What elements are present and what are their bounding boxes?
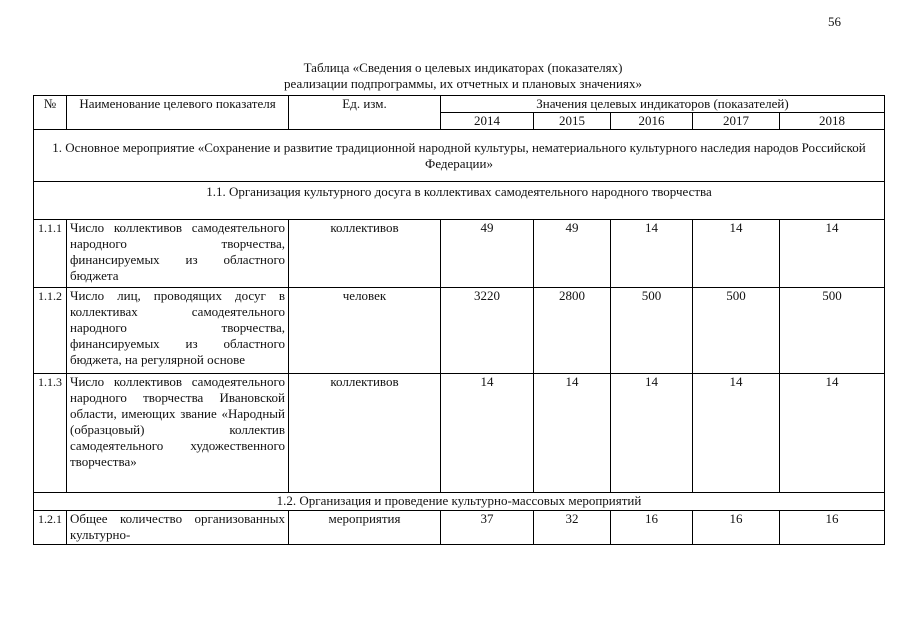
row-name: Общее количество организованных культурно-	[67, 511, 289, 545]
header-num: №	[34, 96, 67, 130]
row-name: Число коллективов самодеятельного народного творчества, финансируемых из областного бюджета	[67, 220, 289, 288]
section-1-title: 1. Основное мероприятие «Сохранение и развитие традиционной народной культуры, нематериального культурного наследия народов Российской Федерации»	[34, 130, 885, 182]
row-value: 500	[780, 288, 885, 374]
page-number: 56	[828, 14, 841, 29]
row-value: 14	[693, 374, 780, 493]
row-num: 1.1.2	[34, 288, 67, 374]
header-row	[34, 96, 885, 113]
indicators-table	[33, 95, 885, 545]
row-value: 14	[780, 220, 885, 288]
header-unit: Ед. изм.	[289, 96, 441, 130]
header-values: Значения целевых индикаторов (показателей)	[441, 96, 885, 113]
row-value: 16	[693, 511, 780, 545]
subsection-1-2-title: 1.2. Организация и проведение культурно-массовых мероприятий	[34, 493, 885, 511]
row-value: 37	[441, 511, 534, 545]
row-value: 32	[534, 511, 611, 545]
row-num: 1.2.1	[34, 511, 67, 545]
row-name: Число коллективов самодеятельного народного творчества Ивановской области, имеющих звание «Народный (образцовый) коллектив самодеятельного художественного творчества»	[67, 374, 289, 493]
header-year: 2018	[780, 113, 885, 130]
row-value: 14	[534, 374, 611, 493]
row-value: 49	[441, 220, 534, 288]
row-value: 3220	[441, 288, 534, 374]
header-year: 2014	[441, 113, 534, 130]
table-caption-line-1: Таблица «Сведения о целевых индикаторах (показателях)	[303, 60, 623, 75]
row-num: 1.1.3	[34, 374, 67, 493]
row-value: 14	[441, 374, 534, 493]
row-unit: коллективов	[289, 220, 441, 288]
table-row	[34, 220, 885, 288]
header-year: 2016	[611, 113, 693, 130]
row-unit: коллективов	[289, 374, 441, 493]
table-row	[34, 511, 885, 545]
subsection-row	[34, 493, 885, 511]
row-value: 49	[534, 220, 611, 288]
subsection-1-1-title: 1.1. Организация культурного досуга в коллективах самодеятельного народного творчества	[34, 182, 885, 220]
row-value: 16	[611, 511, 693, 545]
row-value: 14	[611, 374, 693, 493]
header-year: 2015	[534, 113, 611, 130]
row-value: 500	[693, 288, 780, 374]
header-year: 2017	[693, 113, 780, 130]
row-value: 2800	[534, 288, 611, 374]
row-value: 14	[693, 220, 780, 288]
subsection-row	[34, 182, 885, 220]
header-name: Наименование целевого показателя	[67, 96, 289, 130]
row-unit: мероприятия	[289, 511, 441, 545]
row-name: Число лиц, проводящих досуг в коллективах самодеятельного народного творчества, финансируемых из областного бюджета, на регулярной основе	[67, 288, 289, 374]
row-num: 1.1.1	[34, 220, 67, 288]
section-row	[34, 130, 885, 182]
table-caption-line-2: реализации подпрограммы, их отчетных и плановых значениях»	[284, 76, 642, 91]
row-value: 500	[611, 288, 693, 374]
row-unit: человек	[289, 288, 441, 374]
row-value: 16	[780, 511, 885, 545]
row-value: 14	[780, 374, 885, 493]
row-value: 14	[611, 220, 693, 288]
table-row	[34, 288, 885, 374]
table-row	[34, 374, 885, 493]
